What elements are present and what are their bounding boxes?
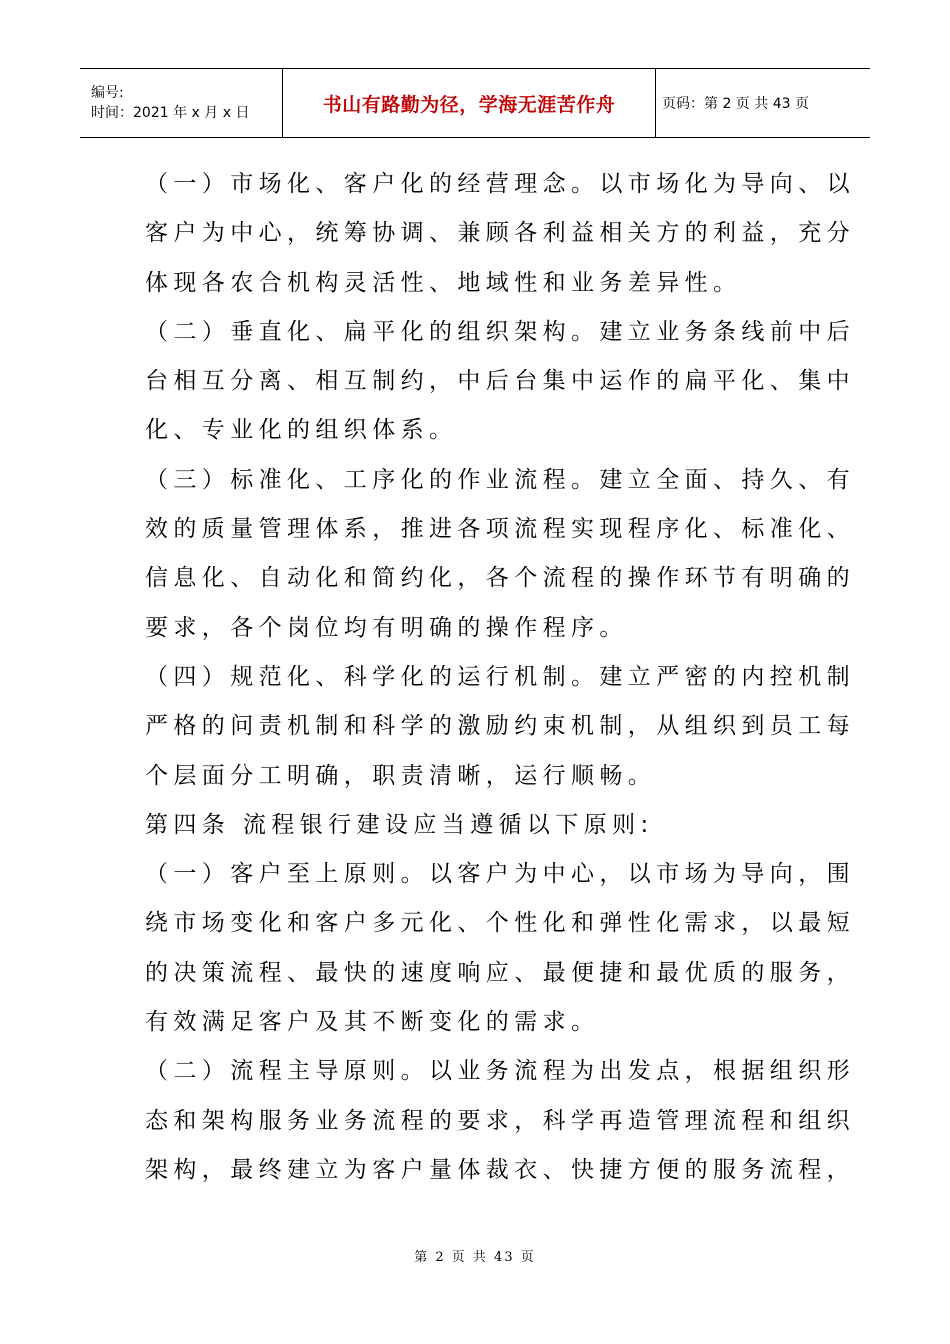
body-line: 效的质量管理体系，推进各项流程实现程序化、标准化、 xyxy=(145,516,855,543)
page-footer: 第 2 页 共 43 页 xyxy=(414,1250,536,1265)
document-header xyxy=(80,68,870,138)
body-line: 要求，各个岗位均有明确的操作程序。 xyxy=(145,614,628,641)
article-heading: 第四条 流程银行建设应当遵循以下原则: xyxy=(145,811,654,838)
body-line: 台相互分离、相互制约，中后台集中运作的扁平化、集中 xyxy=(145,368,855,395)
body-line: 化、专业化的组织体系。 xyxy=(145,417,458,444)
body-line: 的决策流程、最快的速度响应、最便捷和最优质的服务， xyxy=(145,959,855,986)
document-body xyxy=(145,160,855,1195)
body-line: 严格的问责机制和科学的激励约束机制，从组织到员工每 xyxy=(145,713,855,740)
body-line: （三）标准化、工序化的作业流程。建立全面、持久、有 xyxy=(145,466,855,493)
body-line: 个层面分工明确，职责清晰，运行顺畅。 xyxy=(145,762,657,789)
motto-text: 书山有路勤为径，学海无涯苦作舟 xyxy=(322,93,616,116)
body-line: 有效满足客户及其不断变化的需求。 xyxy=(145,1009,600,1036)
body-line: （一）市场化、客户化的经营理念。以市场化为导向、以 xyxy=(145,171,855,197)
number-label: 编号: xyxy=(91,85,124,101)
body-line: 客户为中心，统筹协调、兼顾各利益相关方的利益，充分 xyxy=(145,220,855,247)
body-line: （一）客户至上原则。以客户为中心，以市场为导向，围 xyxy=(145,861,855,888)
body-line: 绕市场变化和客户多元化、个性化和弹性化需求，以最短 xyxy=(145,910,855,937)
header-meta-cell xyxy=(80,69,282,137)
body-line: 架构，最终建立为客户量体裁衣、快捷方便的服务流程， xyxy=(145,1156,855,1183)
body-line: 信息化、自动化和简约化，各个流程的操作环节有明确的 xyxy=(145,565,855,592)
header-page-cell xyxy=(656,69,870,137)
page-code: 页码：第 2 页 共 43 页 xyxy=(662,96,809,112)
body-line: （二）流程主导原则。以业务流程为出发点，根据组织形 xyxy=(145,1058,855,1085)
time-label: 时间：2021 年 x 月 x 日 xyxy=(91,105,250,121)
body-line: 态和架构服务业务流程的要求，科学再造管理流程和组织 xyxy=(145,1107,855,1134)
body-line: （四）规范化、科学化的运行机制。建立严密的内控机制 xyxy=(145,663,855,690)
header-motto-cell xyxy=(282,69,656,137)
body-line: 体现各农合机构灵活性、地域性和业务差异性。 xyxy=(145,269,742,296)
body-line: （二）垂直化、扁平化的组织架构。建立业务条线前中后 xyxy=(145,318,855,345)
